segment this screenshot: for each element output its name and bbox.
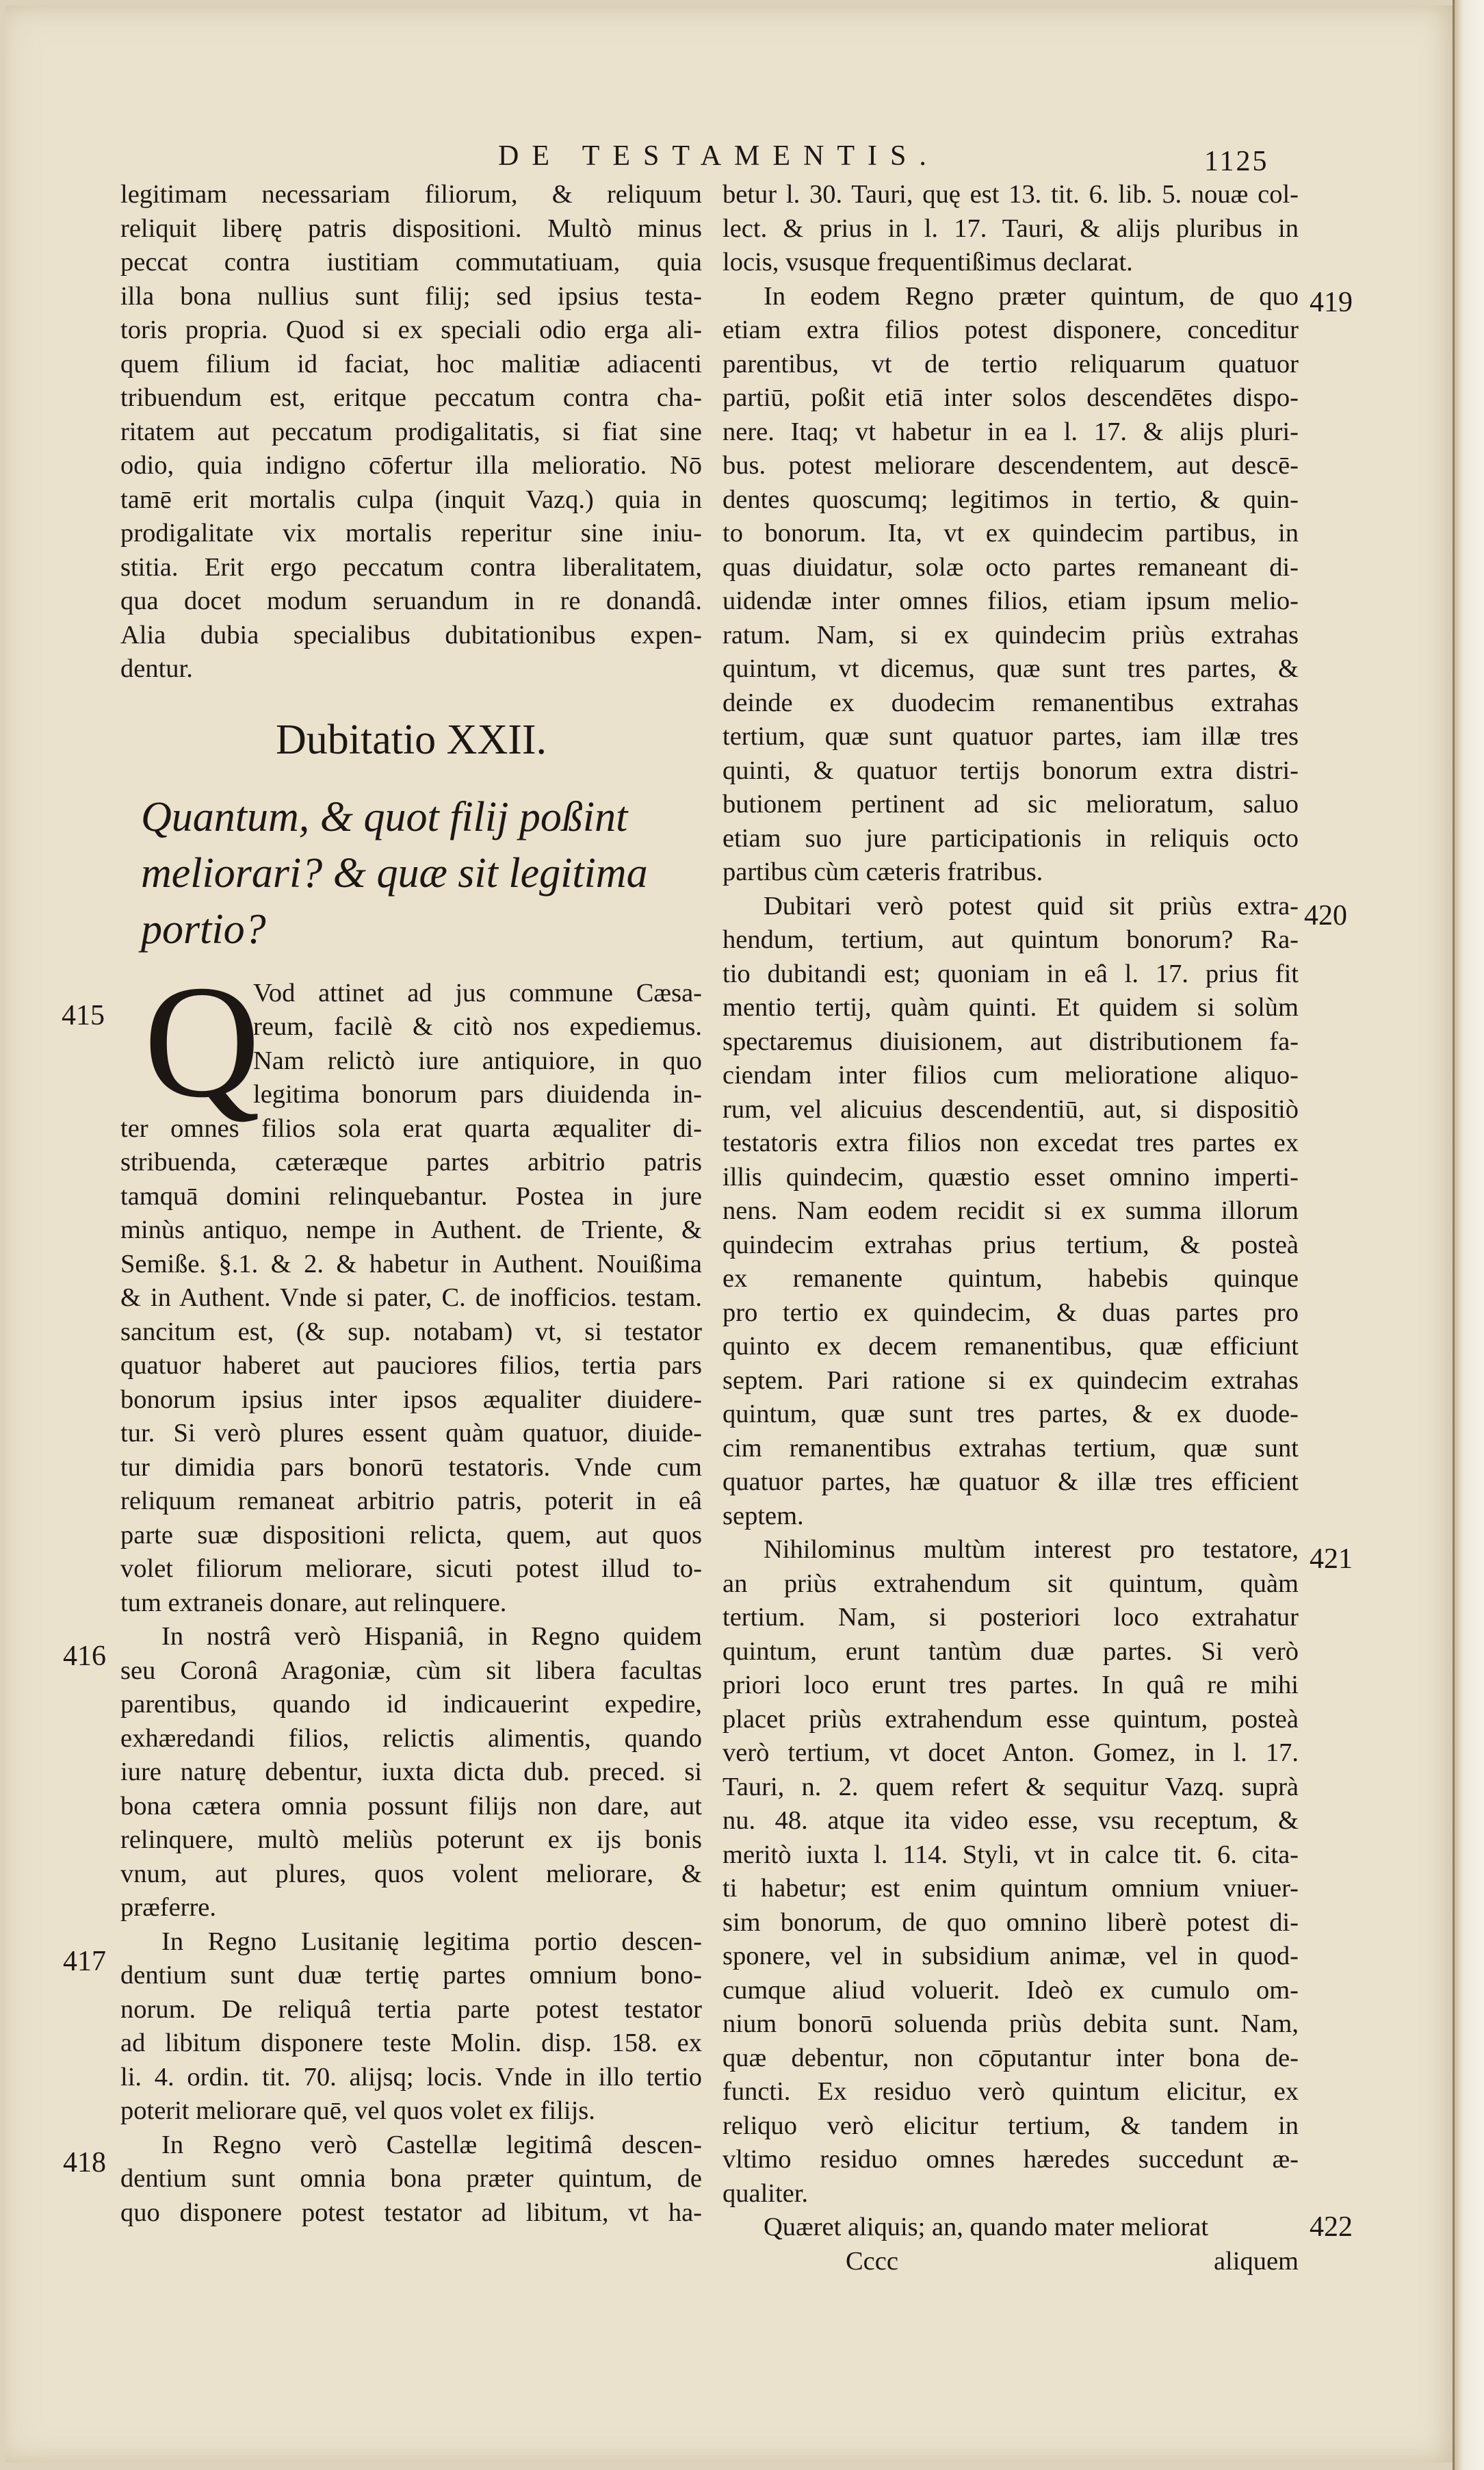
- text-line: legitimam necessariam filiorum, & reliquum: [120, 180, 702, 209]
- text-line: quæ debentur, non cōputantur inter bona de-: [723, 2043, 1299, 2072]
- margin-number: 421: [1310, 1543, 1353, 1575]
- text-line: nium bonorū soluenda priùs debita sunt. Nam,: [723, 2009, 1299, 2038]
- text-line: illis quindecim, quæstio esset omnino imperti-: [723, 1162, 1299, 1192]
- text-line: quinto ex decem remanentibus, quæ efficiunt: [723, 1332, 1299, 1361]
- text-line: In nostrâ verò Hispaniâ, in Regno quidem: [161, 1622, 702, 1651]
- text-line: partibus cùm cæteris fratribus.: [723, 858, 1043, 886]
- text-line: uidendæ inter omnes filios, etiam ipsum melio-: [723, 587, 1299, 615]
- text-line: relinquere, multò meliùs poterunt ex ijs bonis: [120, 1825, 702, 1854]
- text-line: testatoris extra filios non excedat tres partes ex: [723, 1129, 1299, 1157]
- text-line: tum extraneis donare, aut relinquere.: [120, 1588, 507, 1617]
- paragraph: [723, 178, 1299, 280]
- text-line: Dubitari verò potest quid sit priùs extra-: [764, 891, 1299, 921]
- paragraph-420: [723, 890, 1299, 1534]
- text-line: dentium sunt duæ tertię partes omnium bono-: [120, 1961, 702, 1990]
- text-line: quatuor haberet aut pauciores filios, tertia pars: [120, 1351, 702, 1380]
- text-line: quintum, vt dicemus, quæ sunt tres partes, &: [723, 654, 1299, 683]
- text-line: ti habetur; est enim quintum omnium vniuer-: [723, 1874, 1299, 1903]
- text-line: vltimo residuo omnes hæredes succedunt æ-: [723, 2145, 1299, 2174]
- text-line: partiū, poßit etiā inter solos descendētes dispo-: [723, 383, 1299, 412]
- text-line: quintum, quæ sunt tres partes, & ex duode-: [723, 1400, 1299, 1428]
- text-line: pro tertio ex quindecim, & duas partes pro: [723, 1298, 1299, 1327]
- text-line: stribuenda, cæteræque partes arbitrio patris: [120, 1148, 702, 1176]
- text-line: tamē erit mortalis culpa (inquit Vazq.) quia in: [120, 485, 702, 514]
- margin-number: 415: [62, 1000, 105, 1031]
- text-line: volet filiorum meliorare, sicuti potest illud to-: [120, 1554, 702, 1583]
- text-line: betur l. 30. Tauri, quę est 13. tit. 6. lib. 5. nouæ col-: [723, 180, 1299, 209]
- question-title: [120, 789, 702, 957]
- text-line: parentibus, vt de tertio reliquarum quatuor: [723, 349, 1299, 378]
- page-number: 1125: [1204, 146, 1269, 177]
- question-line: portio?: [141, 905, 266, 953]
- page-edge: [1453, 0, 1484, 2470]
- text-line: tamquā domini relinquebantur. Postea in jure: [120, 1181, 702, 1211]
- text-line: Vod attinet ad jus commune Cæsa-: [253, 978, 702, 1007]
- text-line: Quæret aliquis; an, quando mater meliorat: [764, 2213, 1209, 2241]
- text-line: Semiße. §.1. & 2. & habetur in Authent. Nouißima: [120, 1249, 702, 1278]
- text-line: bonorum ipsius inter ipsos æqualiter diuidere-: [120, 1385, 702, 1414]
- text-line: tribuendum est, eritque peccatum contra cha-: [120, 383, 702, 412]
- right-column: [723, 178, 1299, 2278]
- margin-number: 422: [1310, 2211, 1353, 2243]
- text-line: nens. Nam eodem recidit si ex summa illorum: [723, 1196, 1299, 1225]
- text-line: nere. Itaq; vt habetur in ea l. 17. & alijs pluri-: [723, 417, 1299, 446]
- text-line: qualiter.: [723, 2178, 809, 2208]
- text-line: spectaremus diuisionem, aut distributionem fa-: [723, 1027, 1299, 1056]
- text-line: quas diuidatur, solæ octo partes remaneant di-: [723, 552, 1299, 582]
- text-line: præferre.: [120, 1893, 217, 1922]
- catchword: aliquem: [1213, 2246, 1299, 2276]
- text-line: butionem pertinent ad sic melioratum, saluo: [723, 790, 1299, 819]
- question-line: meliorari? & quæ sit legitima: [141, 849, 648, 897]
- text-line: minùs antiquo, nempe in Authent. de Triente, &: [120, 1215, 702, 1244]
- text-line: meritò iuxta l. 114. Styli, vt in calce tit. 6. cita-: [723, 1840, 1299, 1869]
- text-line: placet priùs extrahendum esse quintum, posteà: [723, 1704, 1299, 1734]
- text-line: norum. De reliquâ tertia parte potest testator: [120, 1994, 702, 2024]
- text-line: tertium. Nam, si posteriori loco extrahatur: [723, 1603, 1299, 1632]
- text-line: parte suæ dispositioni relicta, quem, aut quos: [120, 1520, 702, 1549]
- left-column: [120, 178, 702, 2230]
- text-line: tur. Si verò plures essent quàm quatuor, diuide-: [120, 1419, 702, 1448]
- text-line: hendum, tertium, aut quintum bonorum? Ra-: [723, 925, 1299, 954]
- text-line: Tauri, n. 2. quem refert & sequitur Vazq. suprà: [723, 1772, 1299, 1801]
- book-page: [5, 5, 1455, 2462]
- text-line: ciendam inter filios cum melioratione aliquo-: [723, 1061, 1299, 1090]
- text-line: cim remanentibus extrahas tertium, quæ sunt: [723, 1433, 1299, 1463]
- paragraph-417: [120, 1925, 702, 2128]
- text-line: etiam extra filios potest disponere, conceditur: [723, 316, 1299, 344]
- text-line: an priùs extrahendum sit quintum, quàm: [723, 1569, 1299, 1598]
- text-line: functi. Ex residuo verò quintum elicitur, ex: [723, 2077, 1299, 2106]
- text-line: etiam suo jure participationis in reliquis octo: [723, 823, 1299, 853]
- text-line: rum, vel alicuius descendentiū, aut, si dispositiò: [723, 1094, 1299, 1124]
- page-footer: [723, 2245, 1299, 2279]
- paragraph-422: [723, 2211, 1299, 2245]
- text-line: priori loco erunt tres partes. In quâ re mihi: [723, 1671, 1299, 1699]
- text-line: ex remanente quintum, habebis quinque: [723, 1264, 1299, 1293]
- paragraph-419: [723, 280, 1299, 890]
- text-line: li. 4. ordin. tit. 70. alijsq; locis. Vnde in illo tertio: [120, 2062, 702, 2092]
- text-line: & in Authent. Vnde si pater, C. de inofficios. testam.: [120, 1283, 702, 1312]
- text-line: toris propria. Quod si ex speciali odio erga ali-: [120, 316, 702, 344]
- text-line: sponere, vel in subsidium animæ, vel in quod-: [723, 1942, 1299, 1970]
- text-line: quindecim extrahas prius tertium, & posteà: [723, 1230, 1299, 1259]
- text-line: Alia dubia specialibus dubitationibus expen-: [120, 620, 702, 649]
- signature-mark: Cccc: [846, 2246, 898, 2276]
- text-line: verò tertium, vt docet Anton. Gomez, in l. 17.: [723, 1738, 1299, 1767]
- text-line: sancitum est, (& sup. notabam) vt, si testator: [120, 1317, 702, 1346]
- text-line: mentio tertij, quàm quinti. Et quidem si solùm: [723, 993, 1299, 1022]
- text-line: ritatem aut peccatum prodigalitatis, si fiat sine: [120, 417, 702, 446]
- margin-number: 416: [63, 1641, 106, 1672]
- paragraph-418: [120, 2128, 702, 2230]
- text-line: Nihilominus multùm interest pro testatore,: [764, 1535, 1299, 1564]
- running-head: DE TESTAMENTIS.: [498, 140, 939, 172]
- text-line: qua docet modum seruandum in re donandâ.: [120, 587, 702, 615]
- text-line: poterit meliorare quē, vel quos volet ex filijs.: [120, 2096, 595, 2125]
- text-line: parentibus, quando id indicauerint expedire,: [120, 1690, 702, 1719]
- text-line: tio dubitandi est; quoniam in eâ l. 17. prius fit: [723, 959, 1299, 988]
- text-line: vnum, aut plures, quos volent meliorare, &: [120, 1859, 702, 1888]
- text-line: dentur.: [120, 654, 193, 683]
- text-line: dentium sunt omnia bona præter quintum, de: [120, 2164, 702, 2193]
- text-line: to bonorum. Ita, vt ex quindecim partibus, in: [723, 519, 1299, 548]
- text-line: reliquum remaneat arbitrio patris, poterit in eâ: [120, 1487, 702, 1515]
- paragraph-421: [723, 1533, 1299, 2211]
- text-line: Nam relictò iure antiquiore, in quo: [253, 1046, 702, 1075]
- text-line: cumque aliud voluerit. Ideò ex cumulo om-: [723, 1975, 1299, 2005]
- paragraph: [120, 178, 702, 686]
- question-line: Quantum, & quot filij poßint: [141, 793, 628, 840]
- text-line: odio, quia indigno cōfertur illa melioratio. Nō: [120, 451, 702, 480]
- text-line: tertium, quæ sunt quatuor partes, iam illæ tres: [723, 722, 1299, 751]
- text-line: quo disponere potest testator ad libitum, vt ha-: [120, 2198, 702, 2227]
- text-line: septem. Pari ratione si ex quindecim extrahas: [723, 1365, 1299, 1395]
- text-line: In eodem Regno præter quintum, de quo: [764, 281, 1299, 311]
- margin-number: 417: [63, 1946, 106, 1977]
- text-line: bus. potest meliorare descendentem, aut descē-: [723, 451, 1299, 480]
- drop-cap-initial: Q: [144, 952, 261, 1131]
- paragraph-416: [120, 1620, 702, 1925]
- text-line: lect. & prius in l. 17. Tauri, & alijs pluribus in: [723, 214, 1299, 243]
- paragraph-415: [120, 952, 702, 1621]
- text-line: legitima bonorum pars diuidenda in-: [253, 1080, 702, 1109]
- text-line: dentes quoscumq; legitimos in tertio, & quin-: [723, 485, 1299, 514]
- text-line: illa bona nullius sunt filij; sed ipsius testa-: [120, 281, 702, 311]
- margin-number: 419: [1310, 287, 1353, 318]
- text-line: seu Coronâ Aragoniæ, cùm sit libera facultas: [120, 1656, 702, 1685]
- text-line: quintum, erunt tantùm duæ partes. Si verò: [723, 1636, 1299, 1666]
- text-line: ratum. Nam, si ex quindecim priùs extrahas: [723, 620, 1299, 649]
- text-line: prodigalitate vix mortalis reperitur sine iniu-: [120, 519, 702, 548]
- text-line: reliquo verò elicitur tertium, & tandem in: [723, 2111, 1299, 2140]
- text-line: bona cætera omnia possunt filijs non dare, aut: [120, 1791, 702, 1821]
- margin-number: 418: [63, 2147, 106, 2178]
- text-line: exhæredandi filios, relictis alimentis, quando: [120, 1723, 702, 1753]
- text-line: In Regno verò Castellæ legitimâ descen-: [161, 2130, 702, 2159]
- text-line: nu. 48. atque ita video esse, vsu receptum, &: [723, 1806, 1299, 1835]
- text-line: locis, vsusque frequentißimus declarat.: [723, 248, 1133, 276]
- text-line: quinti, & quatuor tertijs bonorum extra distri-: [723, 756, 1299, 785]
- text-line: stitia. Erit ergo peccatum contra liberalitatem,: [120, 552, 702, 582]
- text-line: septem.: [723, 1501, 804, 1530]
- text-line: deinde ex duodecim remanentibus extrahas: [723, 688, 1299, 717]
- text-line: quem filium id faciat, hoc malitiæ adiacenti: [120, 349, 702, 378]
- text-line: tur dimidia pars bonorū testatoris. Vnde cum: [120, 1452, 702, 1482]
- text-line: sim bonorum, de quo omnino liberè potest di-: [723, 1907, 1299, 1937]
- text-line: iure naturę debentur, iuxta dicta dub. preced. si: [120, 1758, 702, 1786]
- page-header: [5, 133, 1455, 181]
- text-line: quatuor partes, hæ quatuor & illæ tres efficient: [723, 1467, 1299, 1496]
- text-line: reliquit liberę patris dispositioni. Multò minus: [120, 214, 702, 243]
- margin-number: 420: [1304, 900, 1347, 931]
- text-line: In Regno Lusitanię legitima portio descen-: [161, 1927, 702, 1956]
- text-line: reum, facilè & citò nos expediemus.: [253, 1012, 702, 1041]
- text-line: peccat contra iustitiam commutatiuam, quia: [120, 248, 702, 276]
- text-line: ter omnes filios sola erat quarta æqualiter di-: [120, 1114, 702, 1143]
- text-line: ad libitum disponere teste Molin. disp. 158. ex: [120, 2029, 702, 2057]
- dubitatio-heading: Dubitatio XXII.: [275, 716, 547, 763]
